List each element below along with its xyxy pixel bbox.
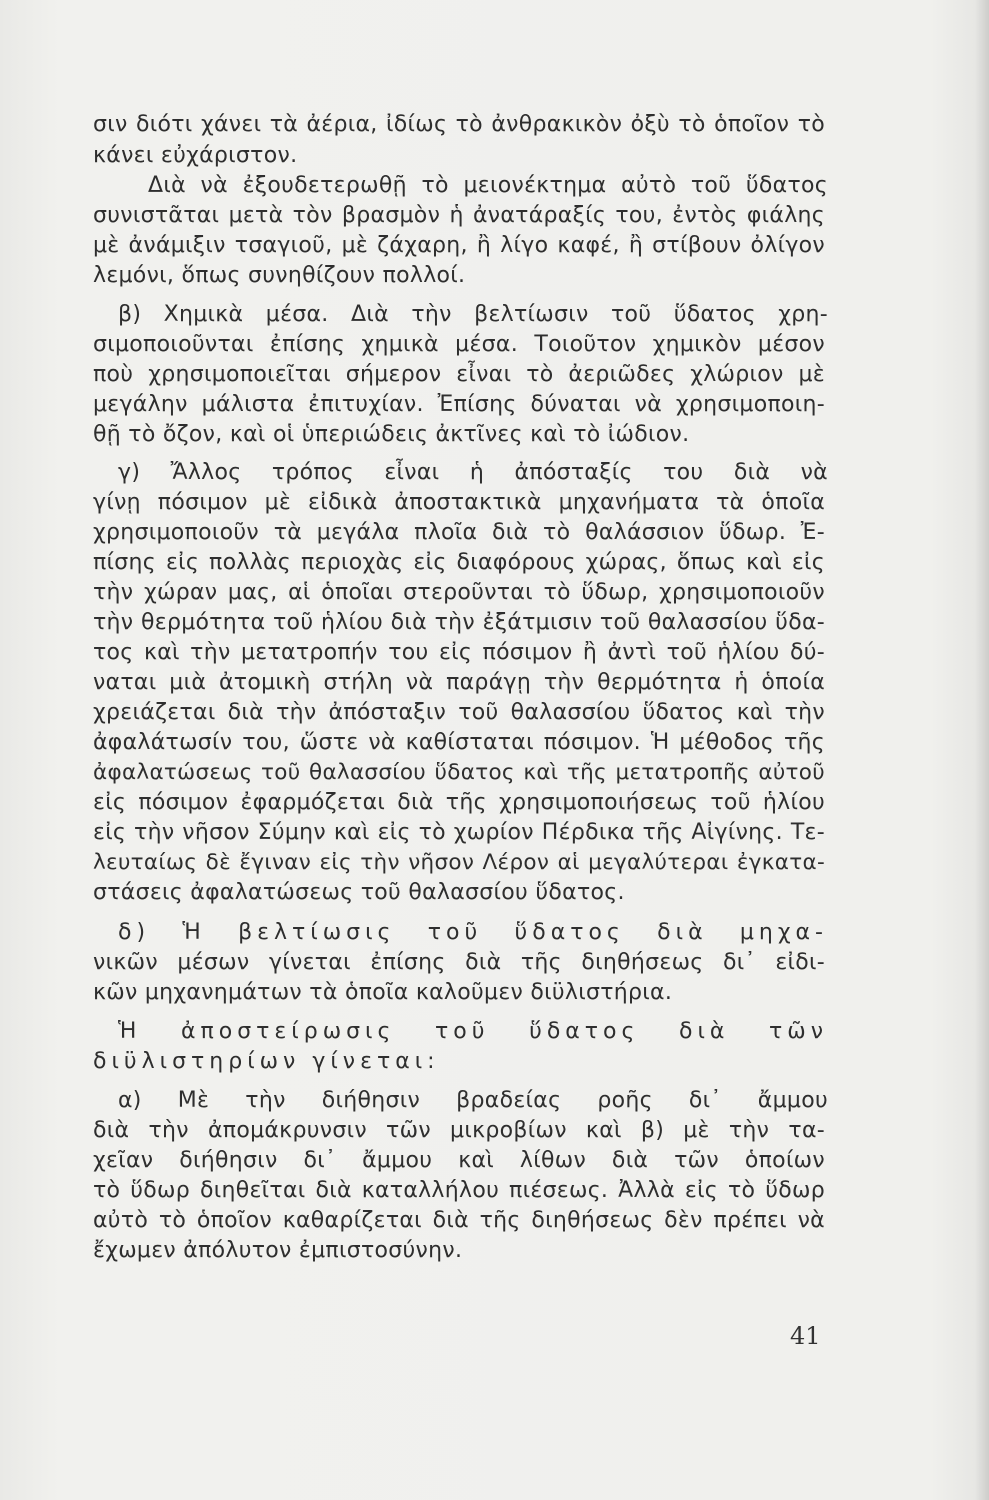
- text-line: χεῖαν διήθησιν δι᾽ ἄμμου καὶ λίθων διὰ τῶν ὁποίων: [93, 1148, 825, 1173]
- text-line: Ἡ ἀποστείρωσις τοῦ ὕδατος διὰ τῶν: [118, 1019, 828, 1044]
- text-line: ναται μιὰ ἀτομικὴ στήλη νὰ παράγῃ τὴν θερμότητα ἡ ὁποία: [93, 670, 825, 695]
- text-line: τὴν θερμότητα τοῦ ἡλίου διὰ τὴν ἐξάτμισιν τοῦ θαλασσίου ὕδα-: [93, 610, 825, 635]
- text-line: εἰς τὴν νῆσον Σύμην καὶ εἰς τὸ χωρίον Πέρδικα τῆς Αἰγίνης. Τε-: [93, 820, 825, 845]
- text-line: συνιστᾶται μετὰ τὸν βρασμὸν ἡ ἀνατάραξίς του, ἐντὸς φιάλης: [93, 203, 825, 228]
- text-line: λευταίως δὲ ἔγιναν εἰς τὴν νῆσον Λέρον αἱ μεγαλύτεραι ἐγκατα-: [93, 850, 825, 875]
- text-line: εἰς πόσιμον ἐφαρμόζεται διὰ τῆς χρησιμοποιήσεως τοῦ ἡλίου: [93, 790, 825, 815]
- text-line: ἀφαλάτωσίν του, ὥστε νὰ καθίσταται πόσιμον. Ἡ μέθοδος τῆς: [93, 730, 825, 755]
- text-line: στάσεις ἀφαλατώσεως τοῦ θαλασσίου ὕδατος.: [93, 880, 625, 905]
- text-line: τὸ ὕδωρ διηθεῖται διὰ καταλλήλου πιέσεως. Ἀλλὰ εἰς τὸ ὕδωρ: [93, 1178, 825, 1203]
- text-line: σιν διότι χάνει τὰ ἀέρια, ἰδίως τὸ ἀνθρακικὸν ὀξὺ τὸ ὁποῖον τὸ: [93, 112, 825, 137]
- text-line: χρησιμοποιοῦν τὰ μεγάλα πλοῖα διὰ τὸ θαλάσσιον ὕδωρ. Ἐ-: [93, 520, 825, 545]
- text-line: β) Χημικὰ μέσα. Διὰ τὴν βελτίωσιν τοῦ ὕδατος χρη-: [118, 302, 828, 327]
- text-line: πίσης εἰς πολλὰς περιοχὰς εἰς διαφόρους χώρας, ὅπως καὶ εἰς: [93, 550, 825, 575]
- text-line: γ) Ἄλλος τρόπος εἶναι ἡ ἀπόσταξίς του διὰ νὰ: [118, 460, 828, 485]
- text-line: διὰ τὴν ἀπομάκρυνσιν τῶν μικροβίων καὶ β) μὲ τὴν τα-: [93, 1118, 825, 1143]
- text-line: αὐτὸ τὸ ὁποῖον καθαρίζεται διὰ τῆς διηθήσεως δὲν πρέπει νὰ: [93, 1208, 825, 1233]
- text-line: μεγάλην μάλιστα ἐπιτυχίαν. Ἐπίσης δύναται νὰ χρησιμοποιη-: [93, 392, 825, 417]
- text-line: α) Μὲ τὴν διήθησιν βραδείας ροῆς δι᾽ ἄμμου: [118, 1088, 828, 1113]
- text-line: χρειάζεται διὰ τὴν ἀπόσταξιν τοῦ θαλασσίου ὕδατος καὶ τὴν: [93, 700, 825, 725]
- text-line: διϋλιστηρίων γίνεται:: [93, 1049, 440, 1074]
- text-line: θῇ τὸ ὄζον, καὶ οἱ ὑπεριώδεις ἀκτῖνες καὶ τὸ ἰώδιον.: [93, 422, 690, 447]
- page-number: 41: [790, 1322, 821, 1350]
- text-line: ἔχωμεν ἀπόλυτον ἐμπιστοσύνην.: [93, 1238, 463, 1263]
- text-line: σιμοποιοῦνται ἐπίσης χημικὰ μέσα. Τοιοῦτον χημικὸν μέσον: [93, 332, 825, 357]
- text-line: τος καὶ τὴν μετατροπήν του εἰς πόσιμον ἢ ἀντὶ τοῦ ἡλίου δύ-: [93, 640, 825, 665]
- text-line: ἀφαλατώσεως τοῦ θαλασσίου ὕδατος καὶ τῆς μετατροπῆς αὐτοῦ: [93, 760, 825, 785]
- text-line: μὲ ἀνάμιξιν τσαγιοῦ, μὲ ζάχαρη, ἢ λίγο καφέ, ἢ στίβουν ὀλίγον: [93, 233, 825, 258]
- text-line: δ) Ἡ βελτίωσις τοῦ ὕδατος διὰ μηχα-: [118, 920, 828, 945]
- text-line: κάνει εὐχάριστον.: [93, 143, 298, 168]
- text-line: λεμόνι, ὅπως συνηθίζουν πολλοί.: [93, 263, 466, 288]
- text-line: κῶν μηχανημάτων τὰ ὁποῖα καλοῦμεν διϋλιστήρια.: [93, 980, 673, 1005]
- text-line: τὴν χώραν μας, αἱ ὁποῖαι στεροῦνται τὸ ὕδωρ, χρησιμοποιοῦν: [93, 580, 825, 605]
- text-line: ποὺ χρησιμοποιεῖται σήμερον εἶναι τὸ ἀεριῶδες χλώριον μὲ: [93, 362, 825, 387]
- text-line: γίνῃ πόσιμον μὲ εἰδικὰ ἀποστακτικὰ μηχανήματα τὰ ὁποῖα: [93, 490, 825, 515]
- text-line: νικῶν μέσων γίνεται ἐπίσης διὰ τῆς διηθήσεως δι᾽ εἰδι-: [93, 950, 825, 975]
- text-line: Διὰ νὰ ἐξουδετερωθῇ τὸ μειονέκτημα αὐτὸ τοῦ ὕδατος: [148, 173, 828, 198]
